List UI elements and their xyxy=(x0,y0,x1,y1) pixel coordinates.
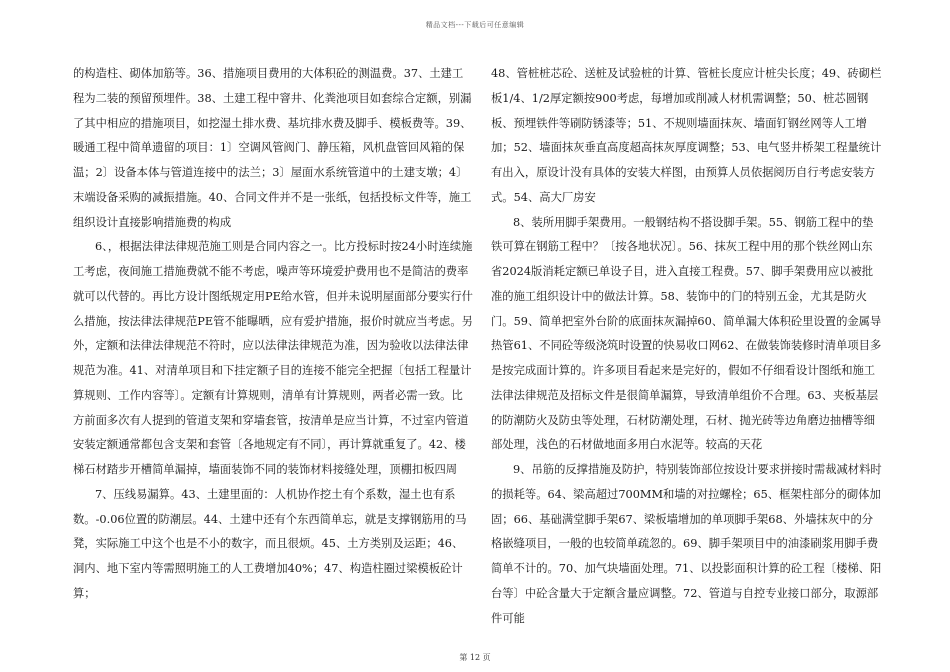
right-column xyxy=(491,62,883,631)
paragraph: 8、装所用脚手架费用。一般钢结构不搭设脚手架。55、钢筋工程中的垫铁可算在钢筋工程中？〔按各地状况〕。56、抹灰工程中用的那个铁丝网山东省2024版消耗定额已单设子目，进入直接工程费。57、脚手架费用应以被批准的施工组织设计中的做法计算。58、装饰中的门的特别五金，尤其是防火门。59、简单把室外台阶的底面抹灰漏掉60、简单漏大体积砼里设置的金属导热管61、不同砼等级浇筑时设置的快易收口网62、在做装饰装修时清单项目多是按完成面计算的。许多项目看起来是完好的，假如不仔细看设计图纸和施工法律法律规范及招标文件是很简单漏算，导致清单组价不合理。63、夹板基层的防潮防火及防虫等处理，石材防潮处理，石材、抛光砖等边角磨边抽槽等细部处理，浅色的石材做地面多用白水泥等。较高的天花 xyxy=(491,215,882,452)
page-number: 第 12 页 xyxy=(459,653,491,662)
paragraph: 6、，根据法律法律规范施工则是合同内容之一。比方投标时按24小时连续施工考虑，夜间施工措施费就不能不考虑，噪声等环境爱护费用也不是简洁的费率就可以代替的。再比方设计图纸规定用PE给水管，但并未说明屋面部分要实行什么措施，按法律法律规范PE管不能曝晒，应有爱护措施，报价时就应当考虑。另外，定额和法律法律规范不符时，应以法律法律规范为准，因为验收以法律法律规范为准。41、对清单项目和下挂定额子目的连接不能完全把握〔包括工程量计算规则、工作内容等〕。定额有计算规则，清单有计算规则，两者必需一致。比方前面多次有人提到的管道支架和穿墙套管，按清单是应当计算，不过室内管道安装定额通常都包含支架和套管〔各地规定有不同〕，再计算就重复了。42、楼梯石材踏步开槽简单漏掉，墙面装饰不同的装饰材料接缝处理，顶棚扣板四周 xyxy=(73,240,473,476)
left-column xyxy=(73,62,473,607)
paragraph: 的构造柱、砌体加筋等。36、措施项目费用的大体积砼的测温费。37、土建工程为二装的预留预埋件。38、土建工程中窨井、化粪池项目如套综合定额，别漏了其中相应的措施项目，如挖湿土排水费、基坑排水费及脚手、模板费等。39、暖通工程中简单遗留的项目：1〕空调风管阀门、静压箱，风机盘管回风箱的保温；2〕设备本体与管道连接中的法兰；3〕屋面水系统管道中的土建支墩；4〕末端设备采购的减振措施。40、合同文件并不是一张纸，包括投标文件等，施工组织设计直接影响措施费的构成 xyxy=(73,67,472,229)
paragraph: 9、吊筋的反撑措施及防护，特别装饰部位按设计要求拼接时需裁减材料时的损耗等。64、梁高超过700MM和墙的对拉螺栓；65、框架柱部分的砌体加固；66、基础满堂脚手架67、梁板墙增加的单项脚手架68、外墙抹灰中的分格嵌缝项目，一般的也较简单疏忽的。69、脚手架项目中的油漆刷浆用脚手费简单不计的。70、加气块墙面处理。71、以投影面积计算的砼工程〔楼梯、阳台等〕中砼含量大于定额含量应调整。72、管道与自控专业接口部分，取源部件可能 xyxy=(491,463,882,625)
paragraph: 48、管桩桩芯砼、送桩及试验桩的计算、管桩长度应计桩尖长度；49、砖砌栏板1/4、1/2厚定额按900考虑，每增加或削减人材机需调整；50、桩芯圆钢板、预埋铁件等刷防锈漆等；51、不规则墙面抹灰、墙面钉钢丝网等人工增加；52、墙面抹灰垂直高度超高抹灰厚度调整；53、电气竖井桥架工程量统计有出入，原设计没有具体的安装大样图，由预算人员依据阅历自行考虑安装方式。54、高大厂房安 xyxy=(491,67,882,204)
page-header: 精品文档---下载后可任意编辑 xyxy=(425,21,525,29)
paragraph: 7、压线易漏算。43、土建里面的：人机协作挖土有个系数，湿土也有系数。-0.06位置的防潮层。44、土建中还有个东西简单忘，就是支撑钢筋用的马凳，实际施工中这个也是不小的数字，而且很烦。45、土方类别及运距；46、洞内、地下室内等需照明施工的人工费增加40%；47、构造柱圈过梁模板砼计算； xyxy=(73,487,467,600)
